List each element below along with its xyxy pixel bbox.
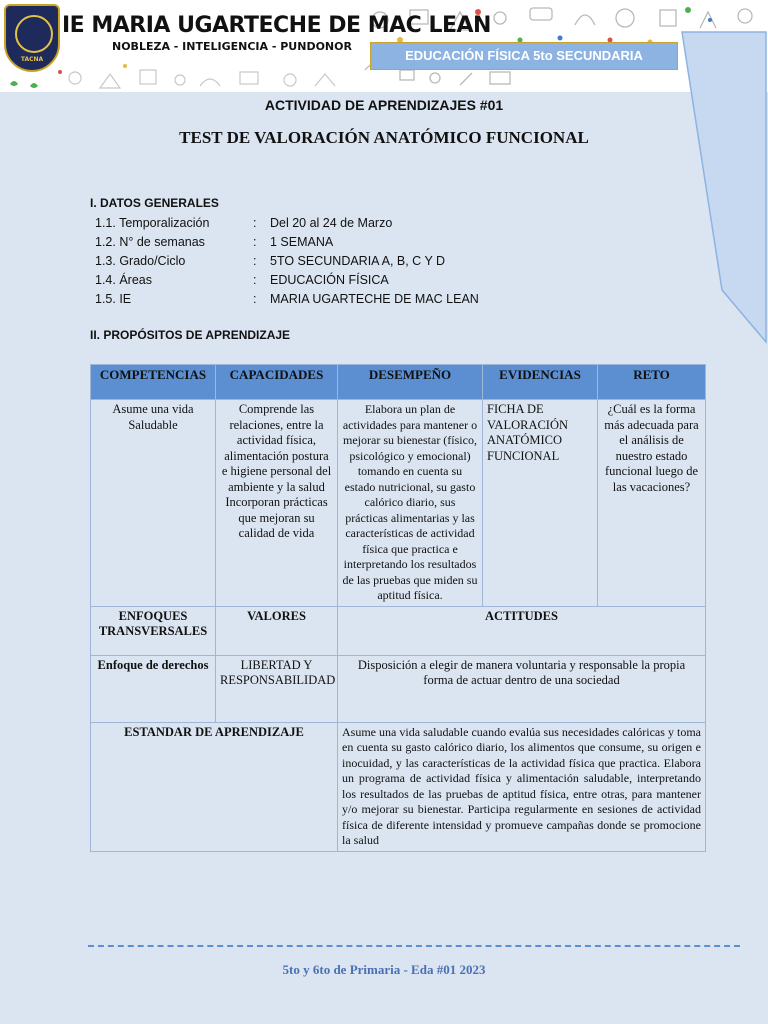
cell-actitud: Disposición a elegir de manera voluntaria y responsable la propia forma de actuar dentro de una sociedad — [338, 655, 706, 722]
datos-value: 1 SEMANA — [270, 235, 334, 249]
course-banner: EDUCACIÓN FÍSICA 5to SECUNDARIA — [370, 42, 678, 70]
table-header-row — [91, 365, 706, 400]
table-row — [91, 400, 706, 607]
datos-value: MARIA UGARTECHE DE MAC LEAN — [270, 292, 479, 306]
logo-text: TACNA — [20, 56, 44, 63]
datos-key: 1.4. Áreas — [95, 273, 152, 287]
document-title: TEST DE VALORACIÓN ANATÓMICO FUNCIONAL — [179, 128, 589, 147]
cell-reto: ¿Cuál es la forma más adecuada para el análisis de nuestro estado funcional luego de las vacaciones? — [598, 400, 706, 607]
table-row — [91, 606, 706, 655]
datos-value: 5TO SECUNDARIA A, B, C Y D — [270, 254, 446, 268]
datos-key: 1.5. IE — [95, 292, 132, 306]
school-motto: NOBLEZA - INTELIGENCIA - PUNDONOR — [112, 40, 352, 53]
cell-capacidades: Comprende las relaciones, entre la actividad física, alimentación postura e higiene personal del ambiente y la salud Incorporan prácticas que mejoran su calidad de vida — [216, 400, 338, 607]
table-row — [91, 655, 706, 722]
cell-competencia: Asume una vida Saludable — [91, 400, 216, 607]
datos-key: 1.3. Grado/Ciclo — [95, 254, 186, 268]
cell-estandar: Asume una vida saludable cuando evalúa sus necesidades calóricas y toma en cuenta su gasto calórico diario, los alimentos que consume, su origen e inocuidad, y las características de la actividad física que practica. Elabora un programa de actividad física y alimentación saludable, interpretando los resultados de las pruebas de aptitud física, entre otras, para mantener y/o mejorar su bienestar. Participa regularmente en sesiones de actividad física de diferente intensidad y promueve campañas donde se promocione la salud — [338, 722, 706, 851]
cell-actitudes-header: ACTITUDES — [338, 606, 706, 655]
datos-key: 1.2. N° de semanas — [95, 235, 205, 249]
header-capacidades: CAPACIDADES — [216, 365, 338, 400]
datos-separator: : — [253, 254, 257, 268]
header-evidencias: EVIDENCIAS — [483, 365, 598, 400]
cell-desempeno: Elabora un plan de actividades para mantener o mejorar su bienestar (físico, psicológico y emocional) tomando en cuenta su estado nutricional, su gasto calórico diario, sus prácticas alimentarias y las características de actividad física que practica e interpretando los resultados de las pruebas que miden su aptitud física. — [338, 400, 483, 607]
header-desempeno: DESEMPEÑO — [338, 365, 483, 400]
datos-separator: : — [253, 235, 257, 249]
section-datos-generales-heading: I. DATOS GENERALES — [90, 196, 219, 210]
page-footer: 5to y 6to de Primaria - Eda #01 2023 — [282, 962, 486, 977]
cell-valor: LIBERTAD Y RESPONSABILIDAD — [216, 655, 338, 722]
table-row — [91, 722, 706, 851]
header-reto: RETO — [598, 365, 706, 400]
learning-purposes-table — [90, 364, 706, 852]
activity-title: ACTIVIDAD DE APRENDIZAJES #01 — [264, 97, 504, 113]
cell-evidencias: FICHA DE VALORACIÓN ANATÓMICO FUNCIONAL — [483, 400, 598, 607]
school-name: IE MARIA UGARTECHE DE MAC LEAN — [62, 13, 491, 38]
datos-separator: : — [253, 292, 257, 306]
datos-key: 1.1. Temporalización — [95, 216, 210, 230]
header-competencias: COMPETENCIAS — [91, 365, 216, 400]
footer-divider — [88, 945, 740, 947]
datos-value: Del 20 al 24 de Marzo — [270, 216, 393, 230]
cell-valores-header: VALORES — [216, 606, 338, 655]
cell-enfoque: Enfoque de derechos — [91, 655, 216, 722]
datos-separator: : — [253, 273, 257, 287]
datos-separator: : — [253, 216, 257, 230]
cell-estandar-header: ESTANDAR DE APRENDIZAJE — [91, 722, 338, 851]
datos-value: EDUCACIÓN FÍSICA — [270, 273, 389, 287]
cell-enfoques-header: ENFOQUES TRANSVERSALES — [91, 606, 216, 655]
section-propositos-heading: II. PROPÓSITOS DE APRENDIZAJE — [90, 328, 291, 342]
